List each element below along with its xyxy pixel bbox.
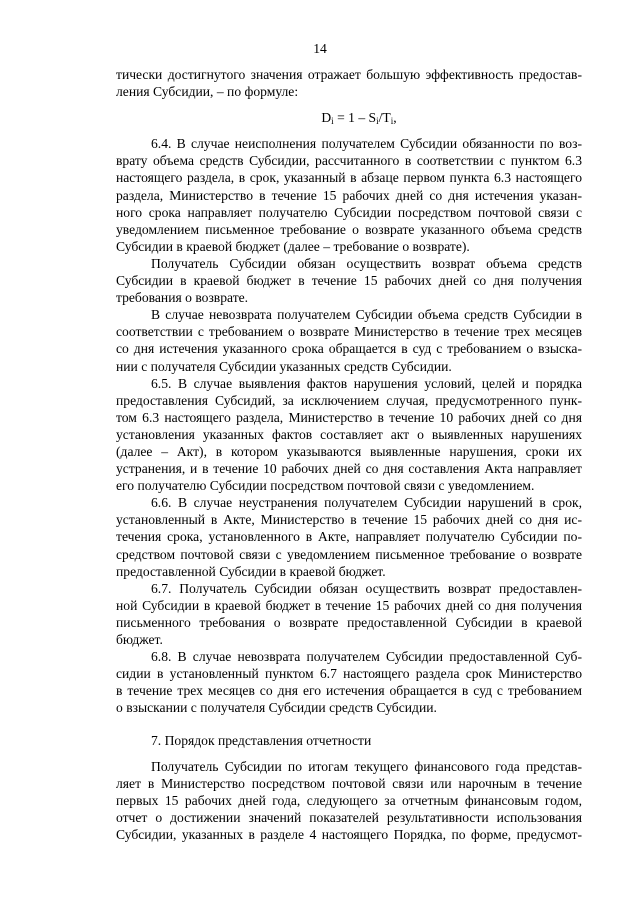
text-line: Получатель Субсидии по итогам текущего финансового года представ- — [151, 758, 582, 774]
section-heading — [116, 732, 582, 749]
formula — [116, 109, 582, 126]
text-line: 6.6. В случае неустранения получателем Субсидии нарушений в срок, — [151, 495, 582, 511]
text-line: предоставления Субсидий, за исключением случая, предусмотренного пунк- — [116, 392, 582, 408]
text-line: устранения, и в течение 10 рабочих дней со дня составления Акта направляет — [116, 461, 582, 477]
formula-slash: /T — [378, 110, 391, 126]
text-line: том 6.3 настоящего раздела, Министерство в течение 10 рабочих дней со дня — [116, 409, 582, 425]
text-line: письменного требования о возврате предоставленной Субсидии в краевой — [116, 614, 582, 630]
formula-sub: i — [376, 116, 379, 127]
paragraph-6-5 — [116, 375, 582, 495]
text-line: 6.5. В случае выявления фактов нарушения условий, целей и порядка — [151, 375, 582, 391]
text-line: его получателю Субсидии посредством почтовой связи с уведомлением. — [116, 478, 535, 494]
text-line: со дня истечения указанного срока обращается в суд с требованием о взыска- — [116, 341, 582, 357]
text-line: врату объема средств Субсидии, рассчитанного в соответствии с пунктом 6.3 — [116, 153, 582, 169]
text-line: (далее – Акт), в котором указываются выявленные нарушения, сроки их — [116, 443, 582, 459]
text-line: соответствии с требованием о возврате Министерство в течение трех месяцев — [116, 324, 582, 340]
document-body — [116, 66, 582, 843]
formula-end: , — [393, 110, 397, 126]
text-line: ной Субсидии в краевой бюджет в течение 15 рабочих дней со дня получения — [116, 597, 582, 613]
text-line: Субсидии в краевой бюджет (далее – требование о возврате). — [116, 238, 470, 254]
text-line: 6.7. Получатель Субсидии обязан осуществить возврат предоставлен- — [151, 580, 582, 596]
text-line: сидии в установленный пунктом 6.7 настоящего раздела срок Министерство — [116, 666, 582, 682]
text-line: установленный в Акте, Министерство в течение 15 рабочих дней со дня ис- — [116, 512, 582, 528]
text-line: средством почтовой связи с уведомлением письменное требование о возврате — [116, 546, 582, 562]
section-heading-text: 7. Порядок представления отчетности — [151, 733, 372, 749]
formula-mid: = 1 – S — [333, 110, 377, 126]
paragraph-reporting — [116, 758, 582, 843]
paragraph-non-return — [116, 306, 582, 374]
text-line: отчет о достижении значений показателей результативности использования — [116, 809, 582, 825]
text-line: В случае невозврата получателем Субсидии объема средств Субсидии в — [151, 307, 582, 323]
page-number: 14 — [313, 41, 327, 56]
text-line: Получатель Субсидии обязан осуществить возврат объема средств — [151, 255, 582, 271]
paragraph-return-obligation — [116, 255, 582, 306]
text-line: течения срока, установленного в Акте, направляет получателю Субсидии по- — [116, 529, 582, 545]
text-line: нии с получателя Субсидии указанных средств Субсидии. — [116, 358, 452, 374]
text-line: раздела, Министерство в течение 15 рабочих дней со дня истечения указан- — [116, 187, 582, 203]
text-line: настоящего раздела, в срок, указанный в абзаце первом пункта 6.3 настоящего — [116, 170, 582, 186]
paragraph-6-7 — [116, 580, 582, 648]
text-line: ного срока направляет получателю Субсидии посредством почтовой связи с — [116, 204, 582, 220]
text-line: о взыскании с получателя Субсидии средств Субсидии. — [116, 700, 437, 716]
paragraph-6-8 — [116, 648, 582, 716]
formula-lhs: D — [321, 110, 332, 126]
text-line: установления указанных фактов составляет акт о выявленных нарушениях — [116, 426, 582, 442]
text-line: 6.8. В случае невозврата получателем Субсидии предоставленной Суб- — [151, 649, 582, 665]
paragraph-6-6 — [116, 494, 582, 579]
paragraph-continuation — [116, 66, 582, 100]
text-line: первых 15 рабочих дней года, следующего за отчетным финансовым годом, — [116, 792, 582, 808]
text-line: требования о возврате. — [116, 290, 249, 306]
text-line: бюджет. — [116, 632, 163, 647]
text-line: уведомлением письменное требование о возврате указанного объема средств — [116, 221, 582, 237]
text-line: в течение трех месяцев со дня его истечения обращается в суд с требованием — [116, 683, 582, 699]
text-line: Субсидии в краевой бюджет в течение 15 рабочих дней со дня получения — [116, 273, 582, 289]
text-line: тически достигнутого значения отражает большую эффективность предостав- — [116, 67, 582, 82]
text-line: предоставленной Субсидии в краевой бюджет. — [116, 563, 386, 579]
formula-sub: i — [331, 116, 334, 127]
text-line: 6.4. В случае неисполнения получателем Субсидии обязанности по воз- — [151, 136, 582, 152]
paragraph-6-4 — [116, 135, 582, 255]
formula-sub: i — [390, 116, 394, 127]
text-line: ляет в Министерство посредством почтовой связи или нарочным в течение — [116, 775, 582, 791]
text-line: Субсидии, указанных в разделе 4 настоящего Порядка, по форме, предусмот- — [116, 826, 582, 842]
text-line: ления Субсидии, – по формуле: — [116, 84, 299, 100]
